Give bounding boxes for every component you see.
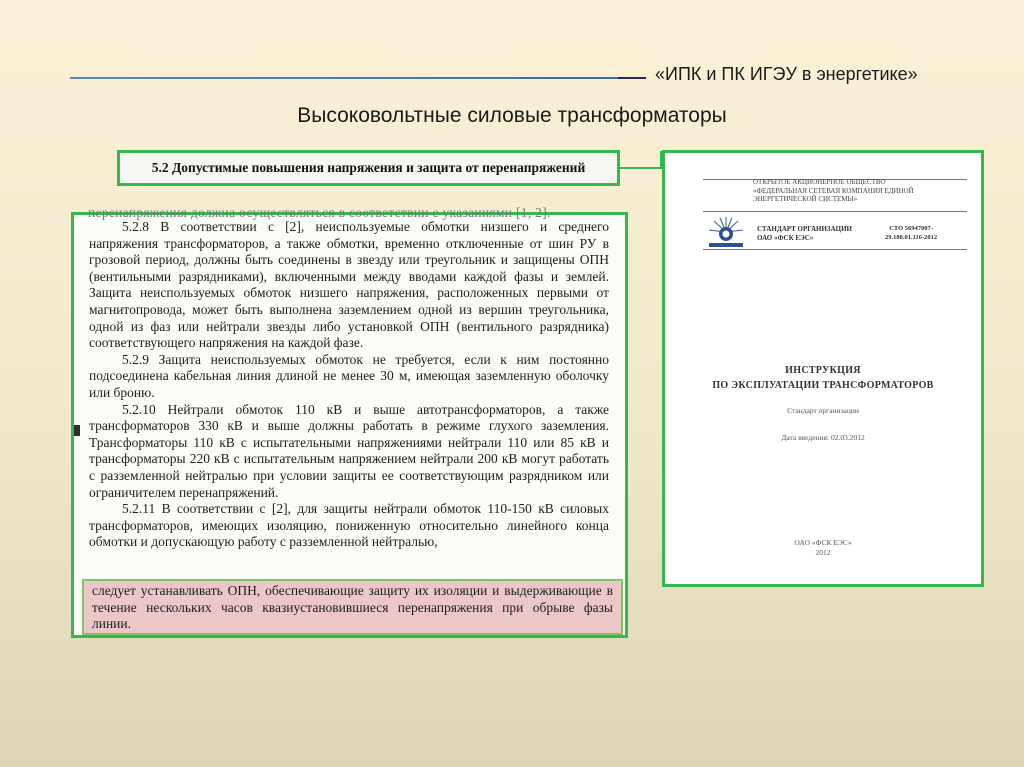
header-rule-accent bbox=[618, 77, 646, 79]
doc-standard-label bbox=[757, 225, 852, 242]
doc-organization: ОТКРЫТОЕ АКЦИОНЕРНОЕ ОБЩЕСТВО «ФЕДЕРАЛЬНАЯ СЕТЕВАЯ КОМПАНИЯ ЕДИНОЙ ЭНЕРГЕТИЧЕСКОЙ СИСТЕМЫ» bbox=[753, 178, 914, 203]
doc-footer-year: 2012 bbox=[815, 548, 831, 557]
doc-subtitle: Стандарт организации bbox=[787, 406, 859, 415]
connector-line bbox=[620, 167, 662, 169]
section-heading: 5.2 Допустимые повышения напряжения и защита от перенапряжений bbox=[151, 160, 586, 175]
fsk-logo-icon bbox=[705, 215, 747, 249]
doc-footer-org: ОАО «ФСК ЕЭС» bbox=[794, 538, 852, 547]
cutoff-line: перенапряжения должна осуществляться в соответствии с указаниями [1, 2]. bbox=[88, 205, 551, 220]
doc-footer bbox=[665, 538, 981, 558]
paragraph-5-2-8: 5.2.8 В соответствии с [2], неиспользуемые обмотки низшего и среднего напряжения трансформаторов, а также обмотки, временно отключенные от шин РУ в грозовой период, должны быть соединены в звезду или треугольник и защищены ОПН (вентильными разрядниками), включенными между вводами каждой фазы и землей. Защита неиспользуемых обмоток низшего напряжения, расположенных первыми от магнитопровода, может быть выполнена заземлением одной из вершин треугольника, одной из фаз или нейтрали звезды либо установкой ОПН (вентильного разрядника) соответствующего напряжения на каждой фазе. bbox=[89, 219, 609, 351]
doc-sto-number bbox=[885, 225, 937, 242]
doc-standard-line1: СТАНДАРТ ОРГАНИЗАЦИИ bbox=[757, 225, 852, 233]
slide-title: Высоковольтные силовые трансформаторы bbox=[297, 104, 727, 127]
doc-sto-line2: 29.180.01.116-2012 bbox=[885, 233, 938, 241]
doc-date: Дата введения: 02.03.2012 bbox=[781, 433, 865, 442]
doc-title-line1: ИНСТРУКЦИЯ bbox=[785, 365, 861, 376]
highlighted-text: следует устанавливать ОПН, обеспечивающие защиту их изоляции и выдерживающие в течение нескольких часов квазиустановившиеся перенапряжения при обрыве фазы линии. bbox=[82, 579, 623, 635]
doc-title bbox=[665, 363, 981, 393]
header-rule bbox=[70, 77, 644, 79]
doc-rule-middle bbox=[703, 211, 967, 212]
doc-standard-line2: ОАО «ФСК ЕЭС» bbox=[757, 233, 814, 242]
excerpt-box bbox=[71, 205, 628, 638]
brand-label: «ИПК и ПК ИГЭУ в энергетике» bbox=[655, 64, 918, 84]
paragraph-5-2-9: 5.2.9 Защита неиспользуемых обмоток не требуется, если к ним постоянно подсоединена кабельная линия длиной не менее 30 м, имеющая заземленную оболочку или броню. bbox=[89, 351, 609, 400]
paragraph-5-2-10: 5.2.10 Нейтрали обмоток 110 кВ и выше автотрансформаторов, а также трансформаторов 330 кВ и выше должны работать в режиме глухого заземления. Трансформаторы 110 кВ с испытательными напряжениями нейтрали 110 или 85 кВ и трансформаторы 220 кВ с испытательным напряжением нейтрали 200 кВ могут работать с разземленной нейтралью при условии защиты ее соответствующим разрядником или ограничителем перенапряжений. bbox=[89, 401, 609, 500]
section-heading-box bbox=[117, 150, 620, 186]
document-cover bbox=[662, 150, 984, 587]
margin-marker bbox=[74, 425, 80, 436]
excerpt-paragraphs bbox=[89, 219, 609, 551]
doc-rule-bottom bbox=[703, 249, 967, 250]
doc-title-line2: ПО ЭКСПЛУАТАЦИИ ТРАНСФОРМАТОРОВ bbox=[712, 380, 934, 391]
paragraph-5-2-11: 5.2.11 В соответствии с [2], для защиты нейтрали обмоток 110-150 кВ силовых трансформаторов, имеющих изоляцию, пониженную относительно линейного конца обмотки и допускающую работу с разземленной нейтралью, bbox=[89, 501, 609, 550]
doc-sto-line1: СТО 56947007- bbox=[889, 225, 933, 232]
